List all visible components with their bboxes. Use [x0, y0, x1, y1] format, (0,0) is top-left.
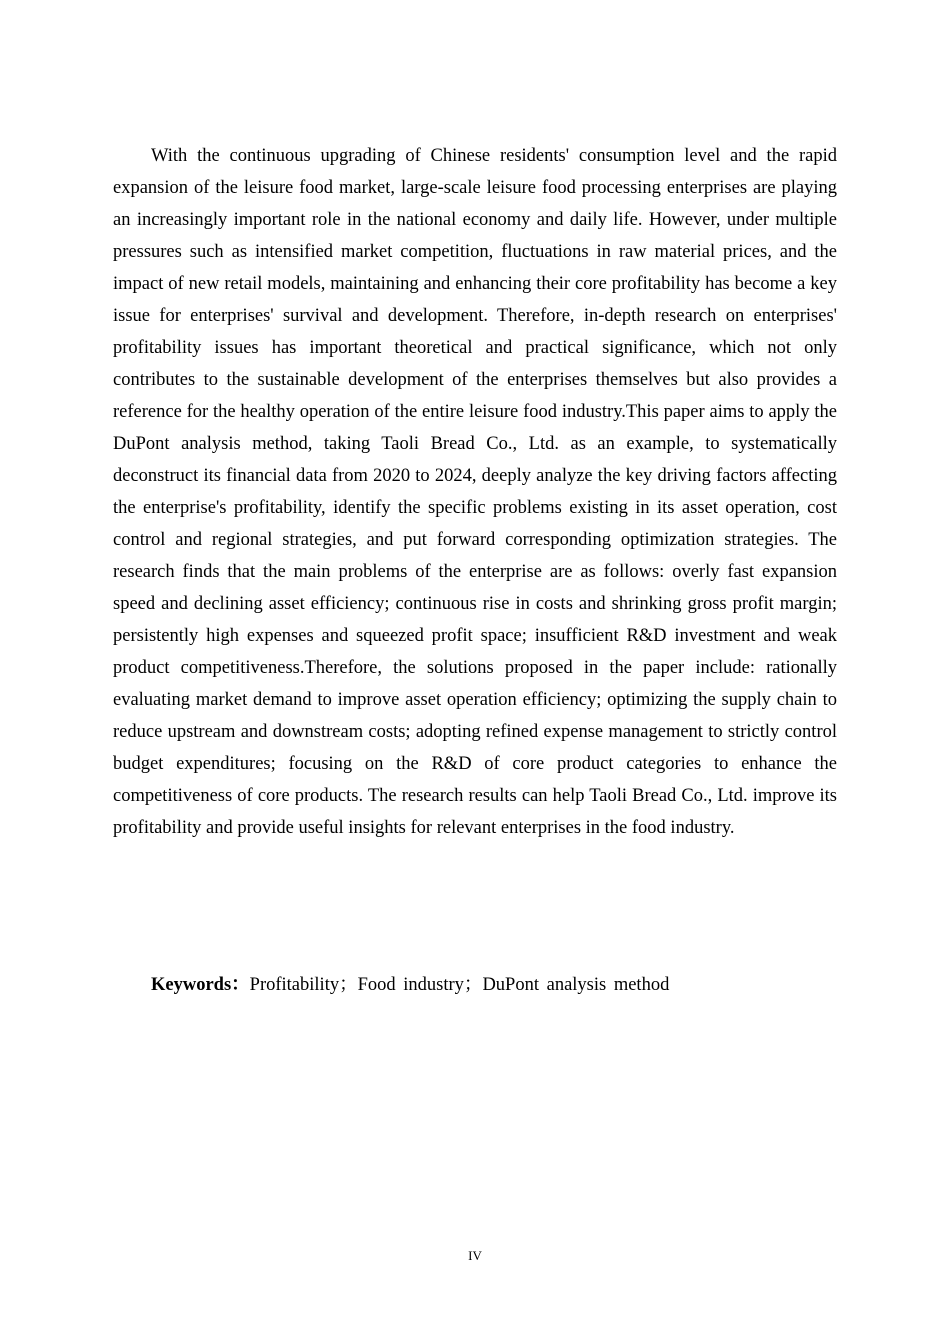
keyword-separator: ； — [339, 975, 358, 995]
keywords-label: Keywords： — [151, 975, 250, 995]
keywords-line — [151, 969, 837, 1001]
abstract-paragraph: With the continuous upgrading of Chinese residents' consumption level and the rapid expansion of the leisure food market, large-scale leisure food processing enterprises are playing an increasingly important role in the national economy and daily life. However, under multiple pressures such as intensified market competition, fluctuations in raw material prices, and the impact of new retail models, maintaining and enhancing their core profitability has become a key issue for enterprises' survival and development. Therefore, in-depth research on enterprises' profitability issues has important theoretical and practical significance, which not only contributes to the sustainable development of the enterprises themselves but also provides a reference for the healthy operation of the entire leisure food industry.This paper aims to apply the DuPont analysis method, taking Taoli Bread Co., Ltd. as an example, to systematically deconstruct its financial data from 2020 to 2024, deeply analyze the key driving factors affecting the enterprise's profitability, identify the specific problems existing in its asset operation, cost control and regional strategies, and put forward corresponding optimization strategies. The research finds that the main problems of the enterprise are as follows: overly fast expansion speed and declining asset efficiency; continuous rise in costs and shrinking gross profit margin; persistently high expenses and squeezed profit space; insufficient R&D investment and weak product competitiveness.Therefore, the solutions proposed in the paper include: rationally evaluating market demand to improve asset operation efficiency; optimizing the supply chain to reduce upstream and downstream costs; adopting refined expense management to strictly control budget expenditures; focusing on the R&D of core product categories to enhance the competitiveness of core products. The research results can help Taoli Bread Co., Ltd. improve its profitability and provide useful insights for relevant enterprises in the food industry. — [113, 146, 837, 838]
page-number: IV — [468, 1248, 482, 1263]
keyword-item: Profitability — [249, 975, 340, 995]
keyword-item: Food industry — [357, 975, 464, 995]
keyword-separator: ； — [463, 975, 483, 995]
keyword-item: DuPont analysis method — [482, 975, 670, 995]
